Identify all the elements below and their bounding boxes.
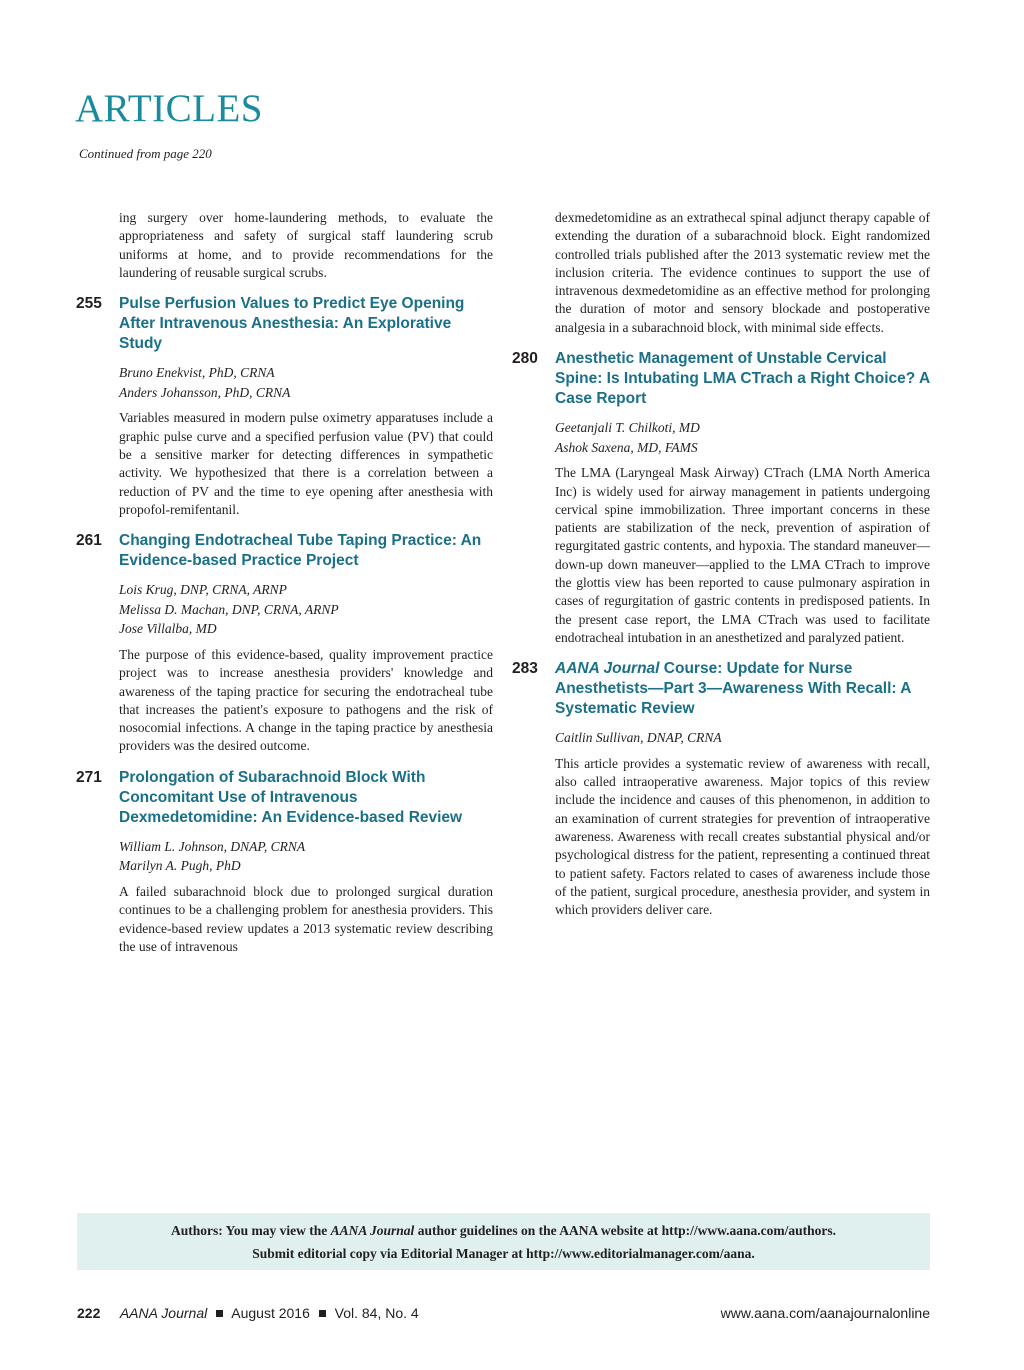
article-page-number: 283: [512, 660, 538, 678]
author: Anders Johansson, PhD, CRNA: [119, 384, 291, 400]
article-abstract: A failed subarachnoid block due to prolonged surgical duration continues to be a challenging problem for anesthesia providers. This evidence-based review updates a 2013 systematic review describing the use of intravenous: [119, 883, 493, 954]
article-page-number: 280: [512, 350, 538, 368]
article-abstract: Variables measured in modern pulse oximetry apparatuses include a graphic pulse curve and a specified perfusion value (PV) that could be a sensitive marker for detecting differences in sympathetic activity. We hypothesized that there is a correlation between a reduction of PV and the time to eye opening after anesthesia with propofol-remifentanil.: [119, 410, 493, 517]
article-entry: [512, 349, 930, 647]
author: Lois Krug, DNP, CRNA, ARNP: [119, 582, 287, 598]
author: Melissa D. Machan, DNP, CRNA, ARNP: [119, 601, 339, 617]
page-footer: [77, 1305, 930, 1321]
journal-name: AANA Journal: [119, 1305, 208, 1321]
article-title[interactable]: Changing Endotracheal Tube Taping Practice: An Evidence-based Practice Project: [119, 532, 482, 570]
author: William L. Johnson, DNAP, CRNA: [119, 838, 306, 854]
article-authors: [555, 418, 930, 457]
author: Caitlin Sullivan, DNAP, CRNA: [555, 730, 722, 746]
notice-line-1: [77, 1219, 930, 1242]
notice-journal-name: AANA Journal: [330, 1223, 415, 1238]
article-abstract: This article provides a systematic review of awareness with recall, also called intraoperative awareness. Major topics of this review include the incidence and causes of this phenomenon, in addition to an examination of current strategies for prevention of intraoperative awareness. Awareness with recall creates substantial physical and/or psychological distress for the patient, representing a continued threat to patient safety. Factors related to cases of awareness include those of the patient, surgical procedure, anesthesia provider, and system in which providers deliver care.: [555, 755, 930, 918]
separator-square-icon: [216, 1310, 223, 1317]
article-title[interactable]: Anesthetic Management of Unstable Cervical Spine: Is Intubating LMA CTrach a Right Choice? A Case Report: [555, 350, 930, 408]
notice-line-2[interactable]: Submit editorial copy via Editorial Manager at http://www.editorialmanager.com/aana.: [252, 1246, 755, 1261]
issue-date: August 2016: [231, 1305, 310, 1321]
article-page-number: 255: [76, 295, 102, 313]
separator-square-icon: [319, 1310, 326, 1317]
continued-abstract-text: ing surgery over home-laundering methods, to evaluate the appropriateness and safety of surgical staff laundering scrub uniforms at home, and to provide recommendations for the laundering of reusable surgical scrubs.: [119, 210, 493, 280]
author-guidelines-notice: [77, 1213, 930, 1270]
author: Ashok Saxena, MD, FAMS: [555, 439, 698, 455]
continued-note: Continued from page 220: [79, 146, 212, 161]
article-entry: [76, 531, 493, 756]
section-title: ARTICLES: [75, 87, 263, 130]
notice-link-text[interactable]: author guidelines on the AANA website at http://www.aana.com/authors.: [414, 1223, 836, 1238]
article-abstract: The purpose of this evidence-based, quality improvement practice project was to increase anesthesia providers' knowledge and awareness of the taping practice for securing the endotracheal tube that increases the patient's exposure to pathogens and the risk of nosocomial infections. A change in the taping practice by anesthesia providers was the desired outcome.: [119, 646, 493, 754]
page-number: 222: [77, 1305, 101, 1321]
article-title[interactable]: Pulse Perfusion Values to Predict Eye Opening After Intravenous Anesthesia: An Explorative Study: [119, 295, 465, 353]
author: Geetanjali T. Chilkoti, MD: [555, 420, 700, 436]
journal-name-italic: AANA Journal: [555, 660, 660, 678]
article-title[interactable]: Prolongation of Subarachnoid Block With Concomitant Use of Intravenous Dexmedetomidine: An Evidence-based Review: [119, 768, 463, 826]
volume: Vol. 84, No. 4: [334, 1305, 419, 1321]
article-title[interactable]: [555, 659, 930, 719]
article-entry: [512, 659, 930, 919]
article-authors: [119, 580, 493, 639]
article-title-text: Course: Update for Nurse Anesthetists—Part 3—Awareness With Recall: A Systematic Review: [555, 660, 911, 718]
right-column: [512, 209, 930, 920]
continued-abstract-text: dexmedetomidine as an extrathecal spinal adjunct therapy capable of extending the duration of a subarachnoid block. Eight randomized controlled trials published after the 2013 systematic review met the inclusion criteria. The evidence continues to support the use of intravenous dexmedetomidine as an effective method for prolonging the duration of motor and sensory blockade and postoperative analgesia in a subarachnoid block, with minimal side effects.: [555, 210, 930, 335]
notice-text: Authors: You may view the: [171, 1223, 331, 1238]
author: Marilyn A. Pugh, PhD: [119, 858, 241, 874]
article-authors: [119, 837, 493, 876]
article-abstract: The LMA (Laryngeal Mask Airway) CTrach (LMA North America Inc) is widely used for airway management in patients undergoing cervical spine immobilization. Three important concerns in these patients are stabilization of the neck, prevention of aspiration of regurgitated gastric contents, and hypoxia. The standard maneuver—down-up down maneuver—applied to the LMA CTrach to improve the glottis view has been reported to cause pulmonary aspiration in cases of regurgitation of gastric contents in predisposed patients. In the present case report, the LMA CTrach was used to facilitate endotracheal intubation in an anesthetized and paralyzed patient.: [555, 465, 930, 645]
article-page-number: 271: [76, 768, 102, 786]
author: Bruno Enekvist, PhD, CRNA: [119, 365, 275, 381]
author: Jose Villalba, MD: [119, 621, 217, 637]
article-authors: [119, 363, 493, 402]
article-page-number: 261: [76, 532, 102, 550]
article-entry: [76, 768, 493, 956]
article-authors: [555, 728, 930, 748]
article-entry: [76, 294, 493, 519]
journal-url[interactable]: www.aana.com/aanajournalonline: [720, 1305, 930, 1321]
left-column: [76, 209, 493, 956]
